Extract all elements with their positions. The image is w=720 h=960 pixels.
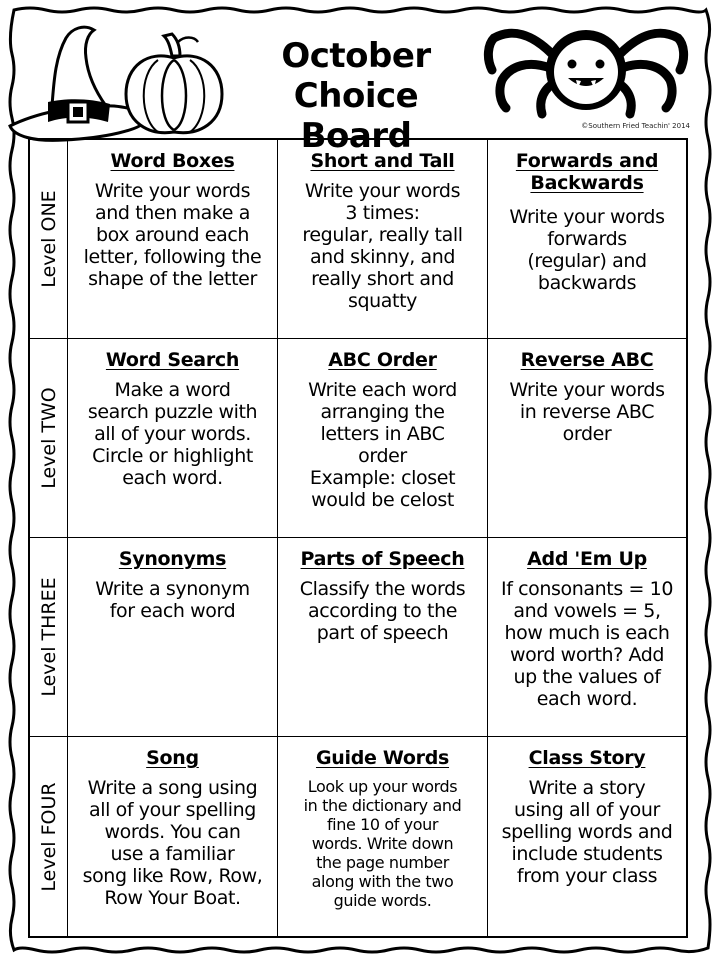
choice-instructions: Write your words forwards (regular) and backwards (509, 206, 665, 294)
choice-instructions: Write each word arranging the letters in ABC order Example: closet would be celost (308, 379, 457, 511)
title-line-1: October (281, 36, 431, 76)
choice-cell (488, 339, 686, 538)
level-label-two: Level TWO (30, 339, 68, 538)
choice-instructions: Write a story using all of your spelling words and include students from your class (501, 777, 673, 887)
choice-cell (278, 737, 488, 936)
level-label-four: Level FOUR (30, 737, 68, 936)
spider-icon (472, 14, 700, 122)
choice-instructions: Make a word search puzzle with all of your words. Circle or highlight each word. (87, 379, 258, 489)
choice-cell (488, 538, 686, 737)
choice-cell (488, 737, 686, 936)
choice-cell (278, 538, 488, 737)
choice-heading: Forwards and Backwards (515, 150, 659, 194)
choice-instructions: Write a song using all of your spelling words. You can use a familiar song like Row, Row, Row Your Boat. (82, 777, 263, 909)
choice-cell (68, 737, 278, 936)
choice-cell (68, 140, 278, 339)
choice-heading: Word Boxes (110, 150, 235, 172)
choice-cell (278, 339, 488, 538)
choice-heading: Word Search (105, 349, 240, 371)
title-line-2: Choice Board (293, 76, 419, 156)
choice-instructions: Write your words and then make a box around each letter, following the shape of the letter (83, 180, 262, 290)
choice-cell (488, 140, 686, 339)
choice-heading: Class Story (528, 747, 646, 769)
choice-cell (68, 339, 278, 538)
choice-instructions: Classify the words according to the part of speech (299, 578, 466, 644)
choice-instructions: If consonants = 10 and vowels = 5, how much is each word worth? Add up the values of each word. (500, 578, 674, 710)
choice-cell (68, 538, 278, 737)
choice-board-grid (28, 138, 688, 938)
level-label-three: Level THREE (30, 538, 68, 737)
choice-heading: Parts of Speech (300, 548, 465, 570)
choice-cell (278, 140, 488, 339)
choice-heading: ABC Order (328, 349, 437, 371)
choice-instructions: Write your words 3 times: regular, really tall and skinny, and really short and squatty (302, 180, 463, 312)
choice-heading: Song (146, 747, 199, 769)
choice-instructions: Write a synonym for each word (95, 578, 250, 622)
choice-instructions: Look up your words in the dictionary and fine 10 of your words. Write down the page number along with the two guide words. (303, 777, 462, 910)
choice-heading: Short and Tall (310, 150, 455, 172)
pumpkin-icon (118, 30, 228, 140)
choice-heading: Guide Words (315, 747, 450, 769)
choice-heading: Add 'Em Up (527, 548, 647, 570)
level-label-one: Level ONE (30, 140, 68, 339)
copyright-credit: ©Southern Fried Teachin' 2014 (581, 122, 690, 130)
choice-instructions: Write your words in reverse ABC order (509, 379, 665, 445)
choice-heading: Reverse ABC (520, 349, 654, 371)
choice-heading: Synonyms (118, 548, 227, 570)
